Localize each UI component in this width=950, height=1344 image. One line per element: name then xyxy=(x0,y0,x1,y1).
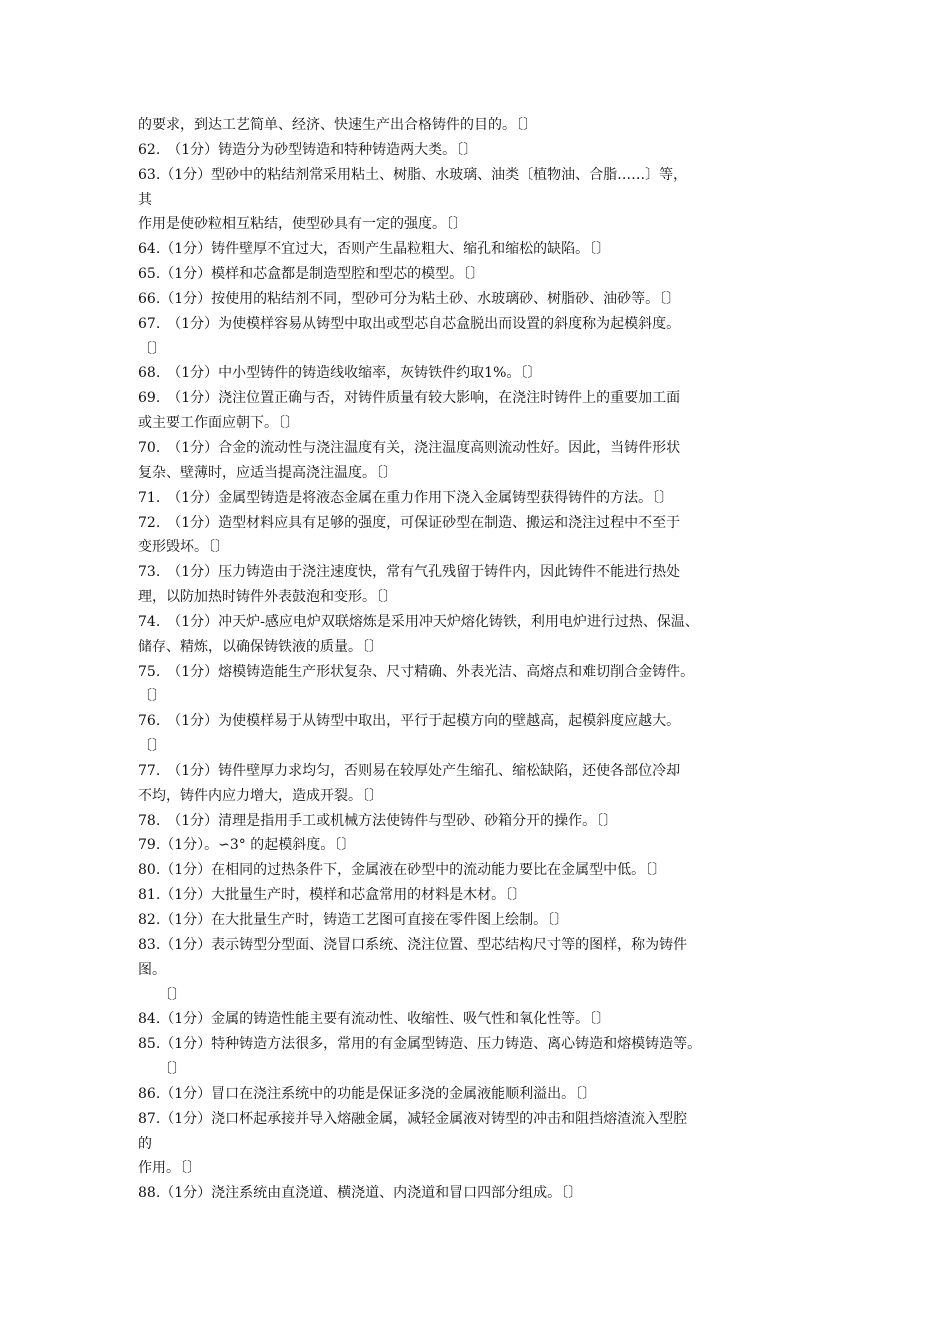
question-85: 85.（1分）特种铸造方法很多，常用的有金属型铸造、压力铸造、离心铸造和熔模铸造等。 xyxy=(138,1036,702,1053)
question-80: 80.（1分）在相同的过热条件下，金属液在砂型中的流动能力要比在金属型中低。〔〕 xyxy=(138,862,667,879)
question-71: 71. （1分）金属型铸造是将液态金属在重力作用下浇入金属铸型获得铸件的方法。〔〕 xyxy=(138,489,674,506)
question-64: 64.（1分）铸件壁厚不宜过大，否则产生晶粒粗大、缩孔和缩松的缺陷。〔〕 xyxy=(138,241,611,258)
text-line: 理，以防加热时铸件外表鼓泡和变形。〔〕 xyxy=(138,589,397,606)
question-76: 76. （1分）为使模样易于从铸型中取出，平行于起模方向的壁越高，起模斜度应越大。 xyxy=(138,713,681,730)
question-73: 73. （1分）压力铸造由于浇注速度快，常有气孔残留于铸件内，因此铸件不能进行热处 xyxy=(138,564,681,581)
text-line: 〔〕 xyxy=(158,986,186,1003)
text-line: 〔〕 xyxy=(138,738,166,755)
question-65: 65.（1分）模样和芯盒都是制造型腔和型芯的模型。〔〕 xyxy=(138,266,485,283)
question-63: 63.（1分）型砂中的粘结剂常采用粘土、树脂、水玻璃、油类〔植物油、合脂……〕等， xyxy=(138,166,688,183)
question-81: 81.（1分）大批量生产时，模样和芯盒常用的材料是木材。〔〕 xyxy=(138,887,527,904)
text-line: 复杂、壁薄时，应适当提高浇注温度。〔〕 xyxy=(138,464,397,481)
question-86: 86.（1分）冒口在浇注系统中的功能是保证多浇的金属液能顺利溢出。〔〕 xyxy=(138,1085,597,1102)
question-69: 69. （1分）浇注位置正确与否，对铸件质量有较大影响，在浇注时铸件上的重要加工面 xyxy=(138,390,681,407)
question-84: 84.（1分）金属的铸造性能主要有流动性、收缩性、吸气性和氧化性等。〔〕 xyxy=(138,1011,611,1028)
question-87: 87.（1分）浇口杯起承接并导入熔融金属，减轻金属液对铸型的冲击和阻挡熔渣流入型腔 xyxy=(138,1110,688,1127)
question-list xyxy=(138,113,828,1206)
text-line: 的 xyxy=(138,1135,152,1152)
question-62: 62. （1分）铸造分为砂型铸造和特种铸造两大类。〔〕 xyxy=(138,141,478,158)
text-line: 作用。〔〕 xyxy=(138,1160,201,1177)
question-83: 83.（1分）表示铸型分型面、浇冒口系统、浇注位置、型芯结构尺寸等的图样，称为铸件 xyxy=(138,936,688,953)
question-68: 68. （1分）中小型铸件的铸造线收缩率，灰铸铁件约取1%。〔〕 xyxy=(138,365,542,382)
text-line: 图。 xyxy=(138,961,166,978)
text-line: 〔〕 xyxy=(138,340,166,357)
question-88: 88.（1分）浇注系统由直浇道、横浇道、内浇道和冒口四部分组成。〔〕 xyxy=(138,1185,583,1202)
question-77: 77. （1分）铸件壁厚力求均匀，否则易在较厚处产生缩孔、缩松缺陷，还使各部位冷却 xyxy=(138,762,681,779)
text-line: 〔〕 xyxy=(158,1061,186,1078)
text-line: 变形毁坏。〔〕 xyxy=(138,539,229,556)
text-line: 储存、精炼，以确保铸铁液的质量。〔〕 xyxy=(138,638,383,655)
question-74: 74. （1分）冲天炉-感应电炉双联熔炼是采用冲天炉熔化铸铁，利用电炉进行过热、保温、 xyxy=(138,613,699,630)
text-line: 不均，铸件内应力增大，造成开裂。〔〕 xyxy=(138,787,383,804)
question-66: 66.（1分）按使用的粘结剂不同，型砂可分为粘土砂、水玻璃砂、树脂砂、油砂等。〔〕 xyxy=(138,290,681,307)
question-75: 75. （1分）熔模铸造能生产形状复杂、尺寸精确、外表光洁、高熔点和难切削合金铸件。 xyxy=(138,663,695,680)
text-line: 〔〕 xyxy=(138,688,166,705)
text-line: 或主要工作面应朝下。〔〕 xyxy=(138,415,299,432)
text-line: 其 xyxy=(138,191,152,208)
question-70: 70. （1分）合金的流动性与浇注温度有关，浇注温度高则流动性好。因此，当铸件形状 xyxy=(138,439,681,456)
question-72: 72. （1分）造型材料应具有足够的强度，可保证砂型在制造、搬运和浇注过程中不至于 xyxy=(138,514,681,531)
text-line: 的要求，到达工艺简单、经济、快速生产出合格铸件的目的。〔〕 xyxy=(138,117,537,133)
question-67: 67. （1分）为使模样容易从铸型中取出或型芯自芯盒脱出而设置的斜度称为起模斜度。 xyxy=(138,315,681,332)
question-78: 78. （1分）清理是指用手工或机械方法使铸件与型砂、砂箱分开的操作。〔〕 xyxy=(138,812,618,829)
text-line: 作用是使砂粒相互粘结，使型砂具有一定的强度。〔〕 xyxy=(138,216,467,233)
question-82: 82.（1分）在大批量生产时，铸造工艺图可直接在零件图上绘制。〔〕 xyxy=(138,912,569,928)
question-79: 79.（1分）。∽3° 的起模斜度。〔〕 xyxy=(138,837,356,854)
